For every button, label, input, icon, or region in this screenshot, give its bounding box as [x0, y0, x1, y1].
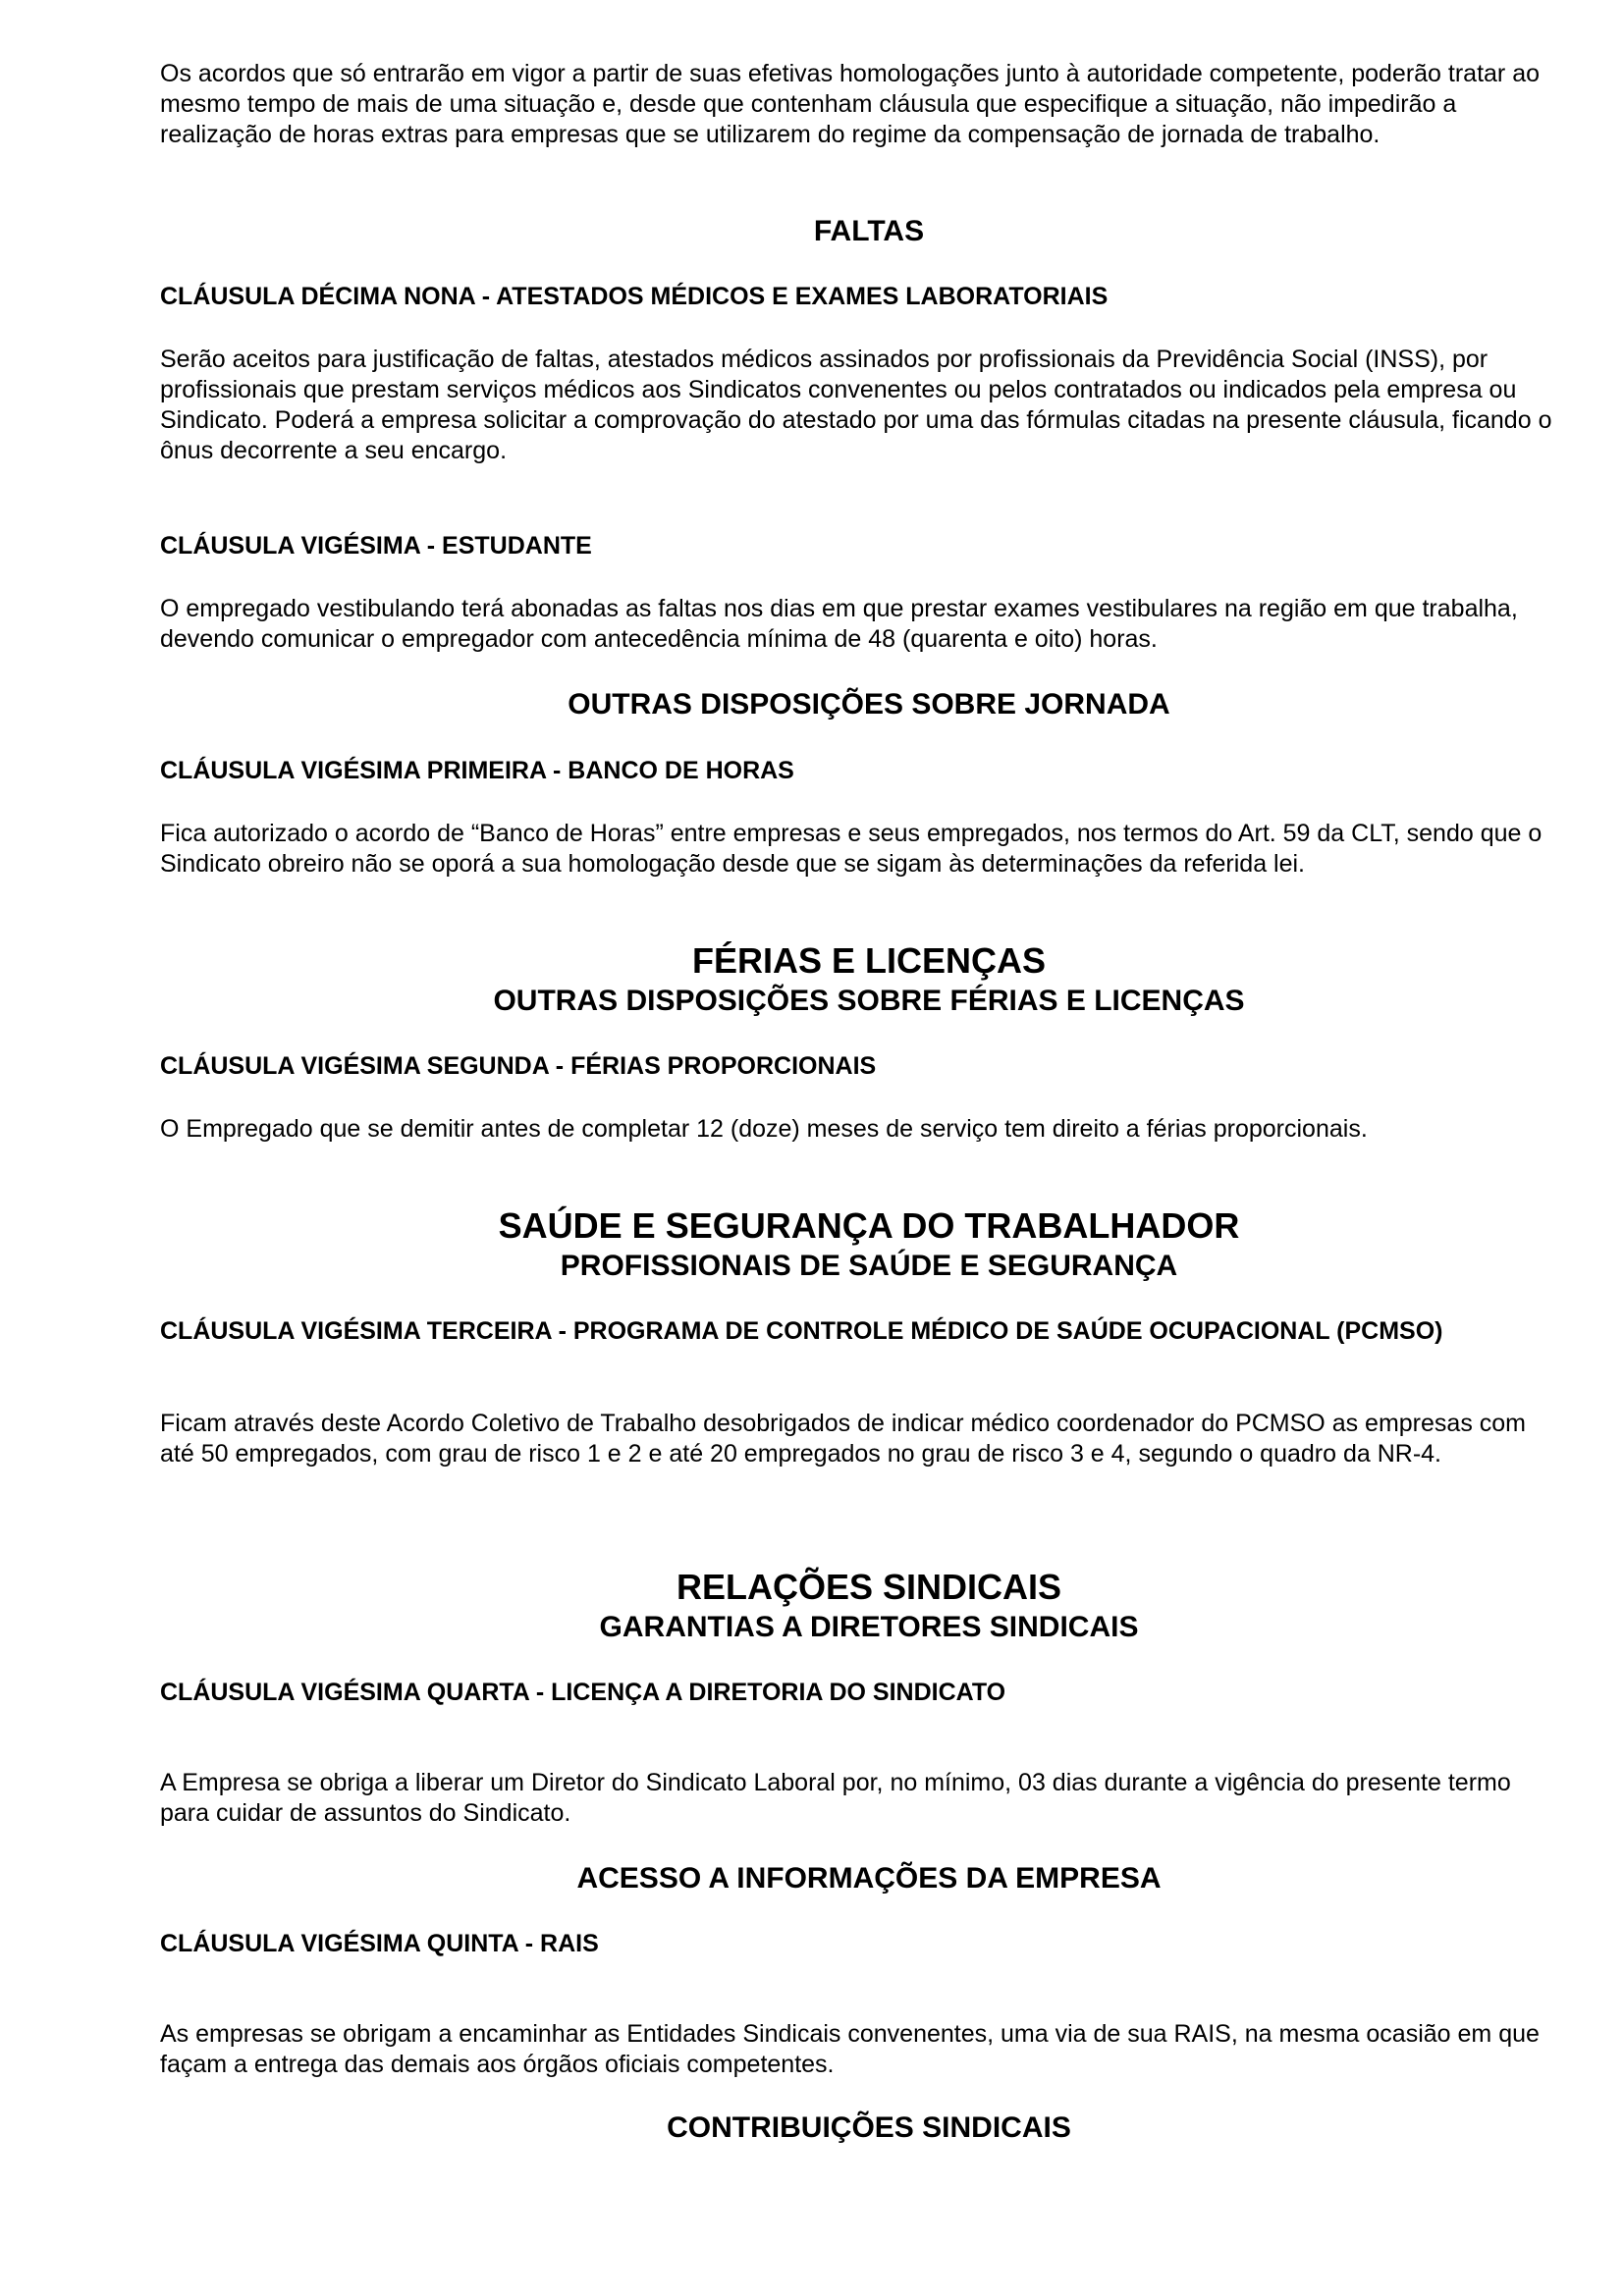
clause-title-24: CLÁUSULA VIGÉSIMA QUARTA - LICENÇA A DIRETORIA DO SINDICATO [160, 1679, 1006, 1706]
section-heading-contribuicoes: CONTRIBUIÇÕES SINDICAIS [667, 2111, 1071, 2144]
paragraph-pcmso: Ficam através deste Acordo Coletivo de Trabalho desobrigados de indicar médico coordenador do PCMSO as empresas com até 50 empregados, com grau de risco 1 e 2 e até 20 empregados no grau de risco 3 e 4, segundo o quadro da NR-4. [160, 1410, 1526, 1468]
section-heading-saude: SAÚDE E SEGURANÇA DO TRABALHADOR [498, 1205, 1240, 1246]
paragraph-ferias: O Empregado que se demitir antes de completar 12 (doze) meses de serviço tem direito a férias proporcionais. [160, 1115, 1368, 1143]
section-heading-ferias-licencas: FÉRIAS E LICENÇAS [691, 940, 1047, 981]
clause-title-23: CLÁUSULA VIGÉSIMA TERCEIRA - PROGRAMA DE CONTROLE MÉDICO DE SAÚDE OCUPACIONAL (PCMSO) [160, 1317, 1443, 1345]
clause-title-20: CLÁUSULA VIGÉSIMA - ESTUDANTE [160, 532, 592, 560]
subsection-heading-garantias: GARANTIAS A DIRETORES SINDICAIS [599, 1611, 1139, 1643]
section-heading-relacoes: RELAÇÕES SINDICAIS [676, 1567, 1062, 1607]
clause-title-19: CLÁUSULA DÉCIMA NONA - ATESTADOS MÉDICOS E EXAMES LABORATORIAIS [160, 283, 1109, 310]
subsection-heading-profissionais: PROFISSIONAIS DE SAÚDE E SEGURANÇA [560, 1250, 1178, 1282]
section-heading-acesso: ACESSO A INFORMAÇÕES DA EMPRESA [576, 1862, 1162, 1895]
paragraph-estudante: O empregado vestibulando terá abonadas as faltas nos dias em que prestar exames vestibulares na região em que trabalha, devendo comunicar o empregador com antecedência mínima de 48 (quarenta e oito) horas. [160, 595, 1518, 653]
paragraph-licenca: A Empresa se obriga a liberar um Diretor do Sindicato Laboral por, no mínimo, 03 dias durante a vigência do presente termo para cuidar de assuntos do Sindicato. [160, 1769, 1511, 1827]
paragraph-atestados: Serão aceitos para justificação de faltas, atestados médicos assinados por profissionais da Previdência Social (INSS), por profissionais que prestam serviços médicos aos Sindicatos convenentes ou pelos contratados ou indicados pela empresa ou Sindicato. Poderá a empresa solicitar a comprovação do atestado por uma das fórmulas citadas na presente cláusula, ficando o ônus decorrente a seu encargo. [160, 346, 1552, 464]
clause-title-21: CLÁUSULA VIGÉSIMA PRIMEIRA - BANCO DE HORAS [160, 757, 794, 784]
section-heading-faltas: FALTAS [813, 215, 925, 247]
paragraph-banco-horas: Fica autorizado o acordo de “Banco de Horas” entre empresas e seus empregados, nos termos do Art. 59 da CLT, sendo que o Sindicato obreiro não se oporá a sua homologação desde que se sigam às determinações da referida lei. [160, 820, 1543, 878]
subsection-heading-outras-ferias: OUTRAS DISPOSIÇÕES SOBRE FÉRIAS E LICENÇAS [493, 985, 1245, 1017]
clause-title-22: CLÁUSULA VIGÉSIMA SEGUNDA - FÉRIAS PROPORCIONAIS [160, 1052, 877, 1080]
clause-title-25: CLÁUSULA VIGÉSIMA QUINTA - RAIS [160, 1930, 599, 1957]
paragraph-intro: Os acordos que só entrarão em vigor a partir de suas efetivas homologações junto à autoridade competente, poderão tratar ao mesmo tempo de mais de uma situação e, desde que contenham cláusula que especifique a situação, não impedirão a realização de horas extras para empresas que se utilizarem do regime da compensação de jornada de trabalho. [160, 60, 1541, 148]
section-heading-outras-jornada: OUTRAS DISPOSIÇÕES SOBRE JORNADA [568, 688, 1170, 721]
paragraph-rais: As empresas se obrigam a encaminhar as Entidades Sindicais convenentes, uma via de sua RAIS, na mesma ocasião em que façam a entrega das demais aos órgãos oficiais competentes. [160, 2020, 1540, 2078]
